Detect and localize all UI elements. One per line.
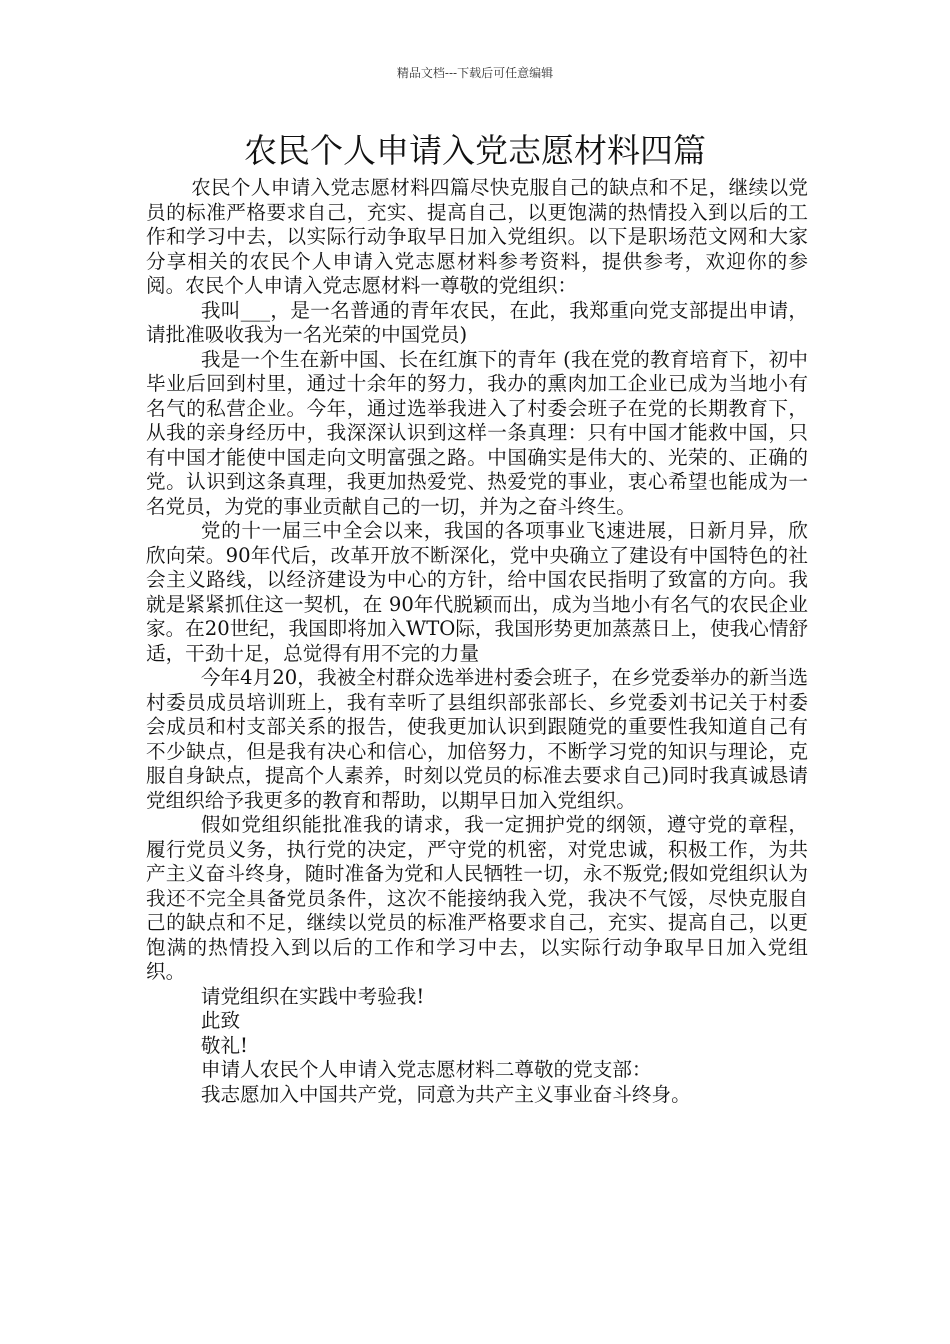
paragraph-reform: 党的十一届三中全会以来，我国的各项事业飞速进展，日新月异，欣欣向荣。90年代后，改革开放不断深化，党中央确立了建设有中国特色的社会主义路线，以经济建设为中心的方针，给中国农民指明了致富的方向。我就是紧紧抓住这一契机，在 90年代脱颖而出，成为当地小有名气的农民企业家。在20世纪，我国即将加入WTO际，我国形势更加蒸蒸日上，使我心情舒适，干劲十足，总觉得有用不完的力量 [146, 519, 809, 665]
paragraph-background: 我是一个生在新中国、长在红旗下的青年 (我在党的教育培育下，初中毕业后回到村里，通过十余年的努力，我办的熏肉加工企业已成为当地小有名气的私营企业。今年，通过选举我进入了村委会班子在党的长期教育下，从我的亲身经历中，我深深认识到这样一条真理：只有中国才能救中国，只有中国才能使中国走向文明富强之路。中国确实是伟大的、光荣的、正确的党。认识到这条真理，我更加热爱党、热爱党的事业，衷心希望也能成为一名党员，为党的事业贡献自己的一切，并为之奋斗终生。 [146, 347, 808, 518]
paragraph-second-letter: 我志愿加入中国共产党，同意为共产主义事业奋斗终身。 [200, 1082, 691, 1106]
paragraph-test-me: 请党组织在实践中考验我! [200, 984, 425, 1008]
paragraph-application: 我叫___，是一名普通的青年农民，在此，我郑重向党支部提出申请，请批准吸收我为一名光荣的中国党员) [146, 298, 808, 346]
paragraph-village-committee: 今年4月20，我被全村群众选举进村委会班子，在乡党委举办的新当选村委员成员培训班上，我有幸听了县组织部张部长、乡党委刘书记关于村委会成员和村支部关系的报告，使我更加认识到跟随党的重要性我知道自己有不少缺点，但是我有决心和信心，加倍努力，不断学习党的知识与理论，克服自身缺点，提高个人素养，时刻以党员的标准去要求自己)同时我真诚恳请党组织给予我更多的教育和帮助，以期早日加入党组织。 [146, 666, 808, 812]
paragraph-applicant: 申请人农民个人申请入党志愿材料二尊敬的党支部： [200, 1058, 652, 1081]
paragraph-salutation: 此致 [200, 1009, 241, 1032]
paragraph-pledge: 假如党组织能批准我的请求，我一定拥护党的纲领，遵守党的章程，履行党员义务，执行党的决定，严守党的机密，对党忠诚，积极工作，为共产主义奋斗终身，随时准备为党和人民牺牲一切，永不叛党;假如党组织认为我还不完全具备党员条件，这次不能接纳我入党，我决不气馁，尽快克服自己的缺点和不足，继续以党员的标准严格要求自己，充实、提高自己，以更饱满的热情投入到以后的工作和学习中去，以实际行动争取早日加入党组织。 [146, 813, 808, 983]
paragraph-regards: 敬礼! [200, 1033, 248, 1057]
document-title: 农民个人申请入党志愿材料四篇 [244, 131, 706, 170]
document-body [146, 176, 808, 1107]
page-header-note: 精品文档---下载后可任意编辑 [396, 66, 554, 80]
paragraph-intro: 农民个人申请入党志愿材料四篇尽快克服自己的缺点和不足，继续以党员的标准严格要求自己，充实、提高自己，以更饱满的热情投入到以后的工作和学习中去，以实际行动争取早日加入党组织。以下是职场范文网和大家分享相关的农民个人申请入党志愿材料参考资料，提供参考，欢迎你的参阅。农民个人申请入党志愿材料一尊敬的党组织： [146, 176, 808, 297]
